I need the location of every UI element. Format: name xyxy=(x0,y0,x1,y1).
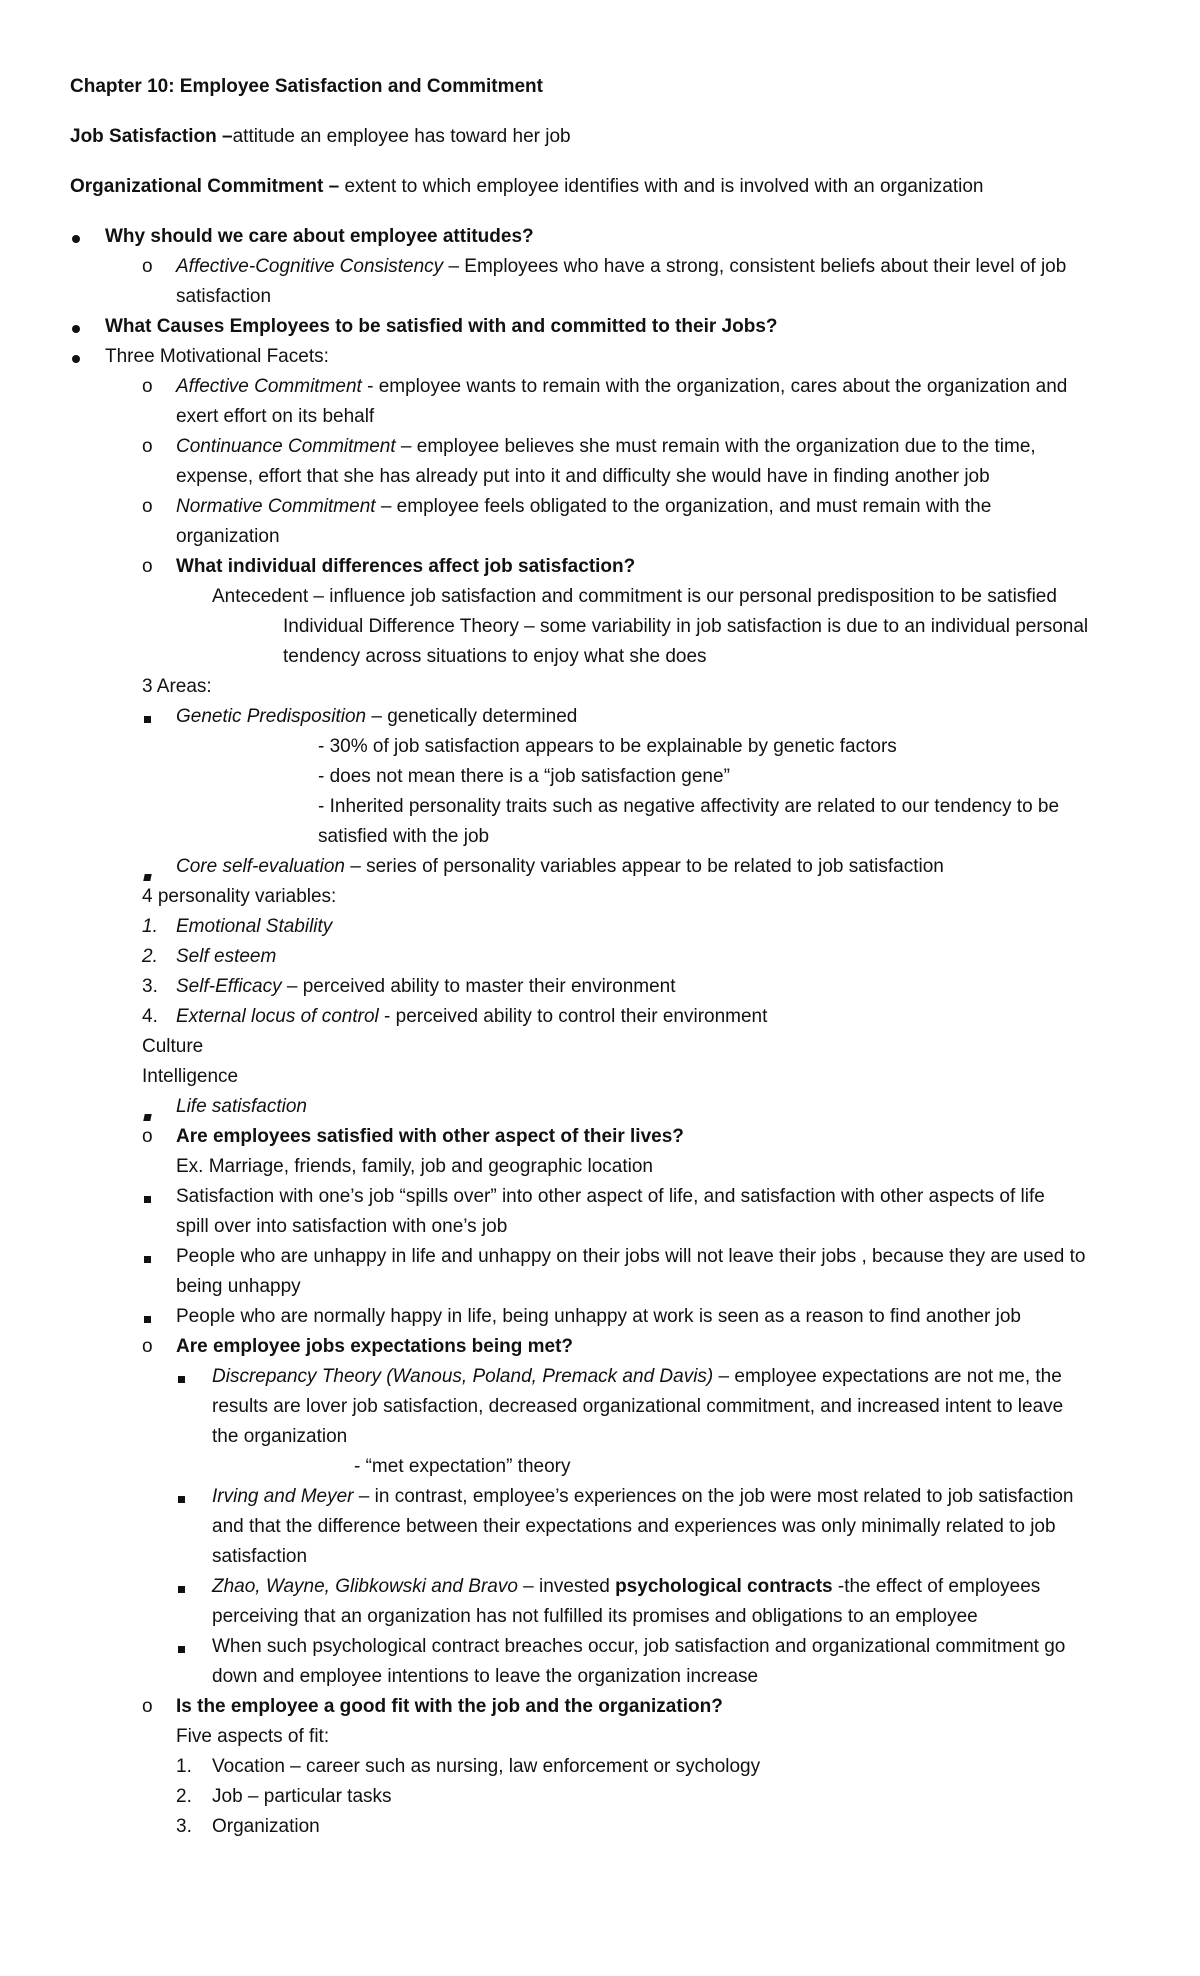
definition: -the effect of employees xyxy=(832,1576,1041,1597)
met-expectation-line: - “met expectation” theory xyxy=(354,1456,571,1477)
continuance-line-cont: expense, effort that she has already put into it and difficulty she would have in finding another job xyxy=(176,466,990,487)
fit-label: Five aspects of fit: xyxy=(176,1726,330,1747)
pv-line xyxy=(176,974,676,1000)
definition: – genetically determined xyxy=(366,706,578,727)
job-satisfaction-definition xyxy=(70,124,571,150)
irving-line-cont: satisfaction xyxy=(212,1546,308,1567)
expectations-question: Are employee jobs expectations being met? xyxy=(176,1336,573,1357)
bullet-square-icon xyxy=(178,1575,185,1601)
genetic-point: - Inherited personality traits such as negative affectivity are related to our tendency to be xyxy=(318,796,1060,817)
acc-line xyxy=(176,254,1066,280)
breach-line-cont: down and employee intentions to leave the organization increase xyxy=(212,1666,759,1687)
acc-line-cont: satisfaction xyxy=(176,286,272,307)
term: Job Satisfaction – xyxy=(70,126,233,147)
discrepancy-line-cont: the organization xyxy=(212,1426,348,1447)
bullet-square-icon xyxy=(144,705,151,731)
pv-term: Self esteem xyxy=(176,946,277,967)
genetic-line xyxy=(176,704,577,730)
zhao-line xyxy=(212,1574,1040,1600)
fit-number: 3. xyxy=(176,1816,192,1837)
fit-number: 1. xyxy=(176,1756,192,1777)
definition: – employee believes she must remain with the organization due to the time, xyxy=(395,436,1036,457)
pv-number: 4. xyxy=(142,1006,158,1027)
fit-item: Vocation – career such as nursing, law enforcement or sychology xyxy=(212,1756,761,1777)
genetic-point: - does not mean there is a “job satisfaction gene” xyxy=(318,766,730,787)
term: Continuance Commitment xyxy=(176,436,396,457)
bullet-dot-icon xyxy=(72,225,80,251)
bullet-square-icon xyxy=(144,1305,151,1331)
definition: – series of personality variables appear to be related to job satisfaction xyxy=(344,856,944,877)
term: Organizational Commitment – xyxy=(70,176,340,197)
antecedent-line: Antecedent – influence job satisfaction and commitment is our personal predisposition to be satisfied xyxy=(212,586,1057,607)
culture-label: Culture xyxy=(142,1036,204,1057)
unhappy-line-cont: being unhappy xyxy=(176,1276,301,1297)
bullet-circle-icon: o xyxy=(142,256,153,277)
core-line xyxy=(176,854,944,880)
other-aspects-example: Ex. Marriage, friends, family, job and geographic location xyxy=(176,1156,654,1177)
pv-number: 2. xyxy=(142,946,158,967)
pv-number: 3. xyxy=(142,976,158,997)
term: Discrepancy Theory (Wanous, Poland, Premack and Davis) xyxy=(212,1366,714,1387)
term: Affective Commitment xyxy=(176,376,362,397)
fit-item: Organization xyxy=(212,1816,320,1837)
page-title: Chapter 10: Employee Satisfaction and Commitment xyxy=(70,76,543,97)
definition: – in contrast, employee’s experiences on the job were most related to job satisfaction xyxy=(353,1486,1074,1507)
affective-line-cont: exert effort on its behalf xyxy=(176,406,375,427)
bullet-dot-icon xyxy=(72,345,80,371)
term: Zhao, Wayne, Glibkowski and Bravo xyxy=(212,1576,518,1597)
affective-line xyxy=(176,374,1067,400)
bullet-square-icon xyxy=(178,1365,185,1391)
fit-question: Is the employee a good fit with the job and the organization? xyxy=(176,1696,723,1717)
facets-label: Three Motivational Facets: xyxy=(105,346,329,367)
continuance-line xyxy=(176,434,1036,460)
bullet-square-icon xyxy=(178,1635,185,1661)
bullet-dot-icon xyxy=(72,315,80,341)
pv-def: – perceived ability to master their environment xyxy=(281,976,676,997)
bullet-square-icon xyxy=(144,1185,151,1211)
pv-line xyxy=(176,1004,767,1030)
spillover-line-cont: spill over into satisfaction with one’s job xyxy=(176,1216,508,1237)
pv-number: 1. xyxy=(142,916,158,937)
bullet-circle-icon: o xyxy=(142,1126,153,1147)
spillover-line: Satisfaction with one’s job “spills over” into other aspect of life, and satisfaction with other aspects of life xyxy=(176,1186,1045,1207)
bullet-circle-icon: o xyxy=(142,556,153,577)
bullet-square-icon xyxy=(144,1245,151,1271)
key-term: psychological contracts xyxy=(615,1576,833,1597)
term: Normative Commitment xyxy=(176,496,376,517)
individual-question: What individual differences affect job satisfaction? xyxy=(176,556,636,577)
breach-line: When such psychological contract breaches occur, job satisfaction and organizational commitment go xyxy=(212,1636,1066,1657)
term: Affective-Cognitive Consistency xyxy=(176,256,444,277)
definition: - employee wants to remain with the organization, cares about the organization and xyxy=(361,376,1068,397)
bullet-square-icon xyxy=(178,1485,185,1511)
definition: – Employees who have a strong, consistent beliefs about their level of job xyxy=(443,256,1067,277)
pv-term: Emotional Stability xyxy=(176,916,333,937)
intelligence-label: Intelligence xyxy=(142,1066,239,1087)
bullet-circle-icon: o xyxy=(142,1696,153,1717)
genetic-point: satisfied with the job xyxy=(318,826,490,847)
care-question: Why should we care about employee attitudes? xyxy=(105,226,534,247)
irving-line xyxy=(212,1484,1073,1510)
discrepancy-line-cont: results are lover job satisfaction, decreased organizational commitment, and increased intent to leave xyxy=(212,1396,1064,1417)
definition: attitude an employee has toward her job xyxy=(232,126,571,147)
pv-label: 4 personality variables: xyxy=(142,886,337,907)
areas-label: 3 Areas: xyxy=(142,676,212,697)
connector: – invested xyxy=(517,1576,616,1597)
idt-line: Individual Difference Theory – some variability in job satisfaction is due to an individual personal xyxy=(283,616,1089,637)
pv-term: External locus of control xyxy=(176,1006,379,1027)
irving-line-cont: and that the difference between their expectations and experiences was only minimally related to job xyxy=(212,1516,1056,1537)
org-commitment-definition xyxy=(70,174,983,200)
normative-line xyxy=(176,494,991,520)
normative-line-cont: organization xyxy=(176,526,280,547)
definition: – employee feels obligated to the organization, and must remain with the xyxy=(375,496,992,517)
definition: – employee expectations are not me, the xyxy=(713,1366,1062,1387)
term: Irving and Meyer xyxy=(212,1486,354,1507)
unhappy-line: People who are unhappy in life and unhappy on their jobs will not leave their jobs , because they are used to xyxy=(176,1246,1086,1267)
bullet-circle-icon: o xyxy=(142,1336,153,1357)
causes-question: What Causes Employees to be satisfied with and committed to their Jobs? xyxy=(105,316,778,337)
term: Core self-evaluation xyxy=(176,856,345,877)
life-satisfaction-label: Life satisfaction xyxy=(176,1096,307,1117)
zhao-line-cont: perceiving that an organization has not fulfilled its promises and obligations to an employee xyxy=(212,1606,978,1627)
term: Genetic Predisposition xyxy=(176,706,367,727)
bullet-circle-icon: o xyxy=(142,496,153,517)
pv-term: Self-Efficacy xyxy=(176,976,282,997)
discrepancy-line xyxy=(212,1364,1062,1390)
genetic-point: - 30% of job satisfaction appears to be explainable by genetic factors xyxy=(318,736,897,757)
fit-number: 2. xyxy=(176,1786,192,1807)
bullet-circle-icon: o xyxy=(142,376,153,397)
bullet-circle-icon: o xyxy=(142,436,153,457)
happy-line: People who are normally happy in life, being unhappy at work is seen as a reason to find another job xyxy=(176,1306,1021,1327)
fit-item: Job – particular tasks xyxy=(212,1786,392,1807)
other-aspects-question: Are employees satisfied with other aspect of their lives? xyxy=(176,1126,684,1147)
idt-line-cont: tendency across situations to enjoy what she does xyxy=(283,646,707,667)
definition: extent to which employee identifies with and is involved with an organization xyxy=(339,176,984,197)
pv-def: - perceived ability to control their environment xyxy=(378,1006,768,1027)
